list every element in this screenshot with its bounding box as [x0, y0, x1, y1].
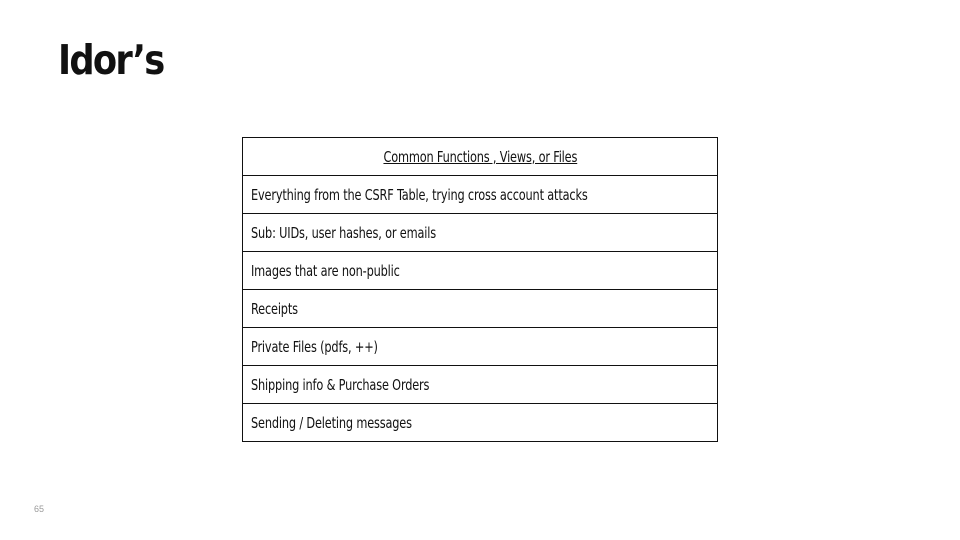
- table-cell-text: Shipping info & Purchase Orders: [251, 375, 430, 394]
- table-row: [243, 176, 718, 214]
- table-row: [243, 252, 718, 290]
- table-row: [243, 214, 718, 252]
- table-cell-text: Images that are non-public: [251, 261, 400, 280]
- table-cell: [243, 176, 718, 214]
- table-cell-text: Sub: UIDs, user hashes, or emails: [251, 223, 436, 242]
- table-header-label: Common Functions , Views, or Files: [383, 147, 577, 166]
- table-header-cell: [243, 138, 718, 176]
- table-header-row: [243, 138, 718, 176]
- functions-table: [242, 137, 718, 442]
- table-cell-text: Receipts: [251, 299, 298, 318]
- table-cell-text: Everything from the CSRF Table, trying cross account attacks: [251, 185, 588, 204]
- table-row: [243, 290, 718, 328]
- table-cell: [243, 252, 718, 290]
- slide-title: Idor’s: [58, 36, 164, 84]
- table-row: [243, 328, 718, 366]
- functions-table-container: [242, 137, 718, 442]
- table-cell: [243, 328, 718, 366]
- table-cell: [243, 366, 718, 404]
- table-cell: [243, 290, 718, 328]
- table-row: [243, 366, 718, 404]
- table-cell: [243, 214, 718, 252]
- table-cell-text: Sending / Deleting messages: [251, 413, 412, 432]
- table-row: [243, 404, 718, 442]
- table-cell-text: Private Files (pdfs, ++): [251, 337, 378, 356]
- table-cell: [243, 404, 718, 442]
- page-number: 65: [34, 504, 45, 514]
